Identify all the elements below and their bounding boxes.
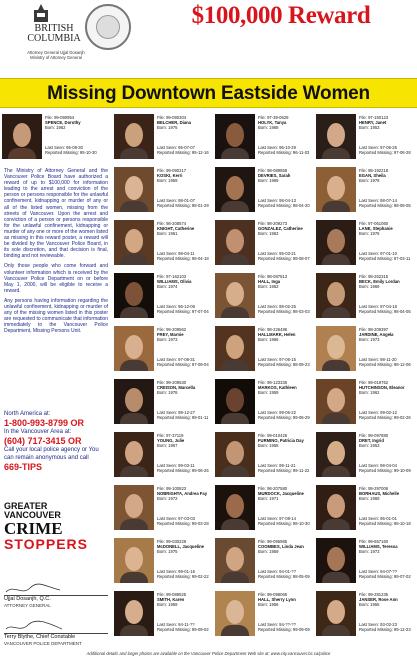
last-seen: Last Seen: 99-02-12 <box>359 410 397 415</box>
person-card <box>114 112 215 161</box>
photo <box>114 326 154 371</box>
photo <box>316 167 356 212</box>
person-info <box>157 592 214 632</box>
born: Born: 1972 <box>157 496 178 501</box>
photo <box>114 591 154 636</box>
signature-icon <box>4 582 64 596</box>
photo <box>114 167 154 212</box>
photo <box>215 432 255 477</box>
person-card <box>316 483 417 532</box>
photo <box>316 326 356 371</box>
person-card <box>316 377 417 426</box>
person-name: SMITH, Karen <box>157 597 185 602</box>
footer-note: Additional details and larger photos are available on the Vancouver Police Department Web site at: www.city.vancouver.bc.ca/police <box>86 651 331 656</box>
born: Born: 1974 <box>157 284 178 289</box>
featured-person <box>2 112 103 161</box>
photo <box>114 432 154 477</box>
born: Born: 1959 <box>157 602 178 607</box>
person-name: EGAN, Sheila <box>359 173 386 178</box>
bc-crest-icon <box>30 4 52 24</box>
last-seen: Last Seen: 97-06-25 <box>359 145 397 150</box>
photo <box>114 114 154 159</box>
agency-line: Ministry of Attorney General <box>30 55 82 60</box>
person-name: HUTCHINSON, Eleanor <box>359 385 405 390</box>
cs-greater: GREATER <box>4 501 48 511</box>
person-card <box>114 430 215 479</box>
headline: Missing Downtown Eastside Women <box>47 83 370 104</box>
file-number: File: 97-162103 <box>157 274 187 279</box>
paragraph: Only those people who come forward and volunteer information which is received by the Vancouver Police Department on or before May 1, 2000, will be eligible to receive a reward. <box>4 263 108 294</box>
reported-missing: Reported Missing: 98-09-23 <box>258 362 310 367</box>
reported-missing: Reported Missing: 97-07-04 <box>157 309 209 314</box>
born: Born: 1956 <box>258 602 279 607</box>
person-name: HOLYK, Tanya <box>258 120 287 125</box>
born: Born: 1961 <box>157 231 178 236</box>
person-info <box>157 539 214 579</box>
person-name: JANSER, Rose Ann <box>359 597 398 602</box>
photo <box>2 114 42 159</box>
person-info <box>359 327 416 367</box>
person-name: HALL, Inga <box>258 279 281 284</box>
person-name: FURMINO, Patricia Day <box>258 438 304 443</box>
last-seen: Last Seen: 98-02-25 <box>258 304 296 309</box>
reward-title: $100,000 Reward <box>191 2 371 29</box>
photo <box>215 273 255 318</box>
last-seen: Last Seen: 97-03-03 <box>157 516 195 521</box>
signer-name: Terry Blythe, Chief Constable <box>4 634 76 640</box>
person-info <box>258 327 315 367</box>
reported-missing: Reported Missing: 99-09-02 <box>157 627 209 632</box>
file-number: File: 97-150123 <box>359 115 389 120</box>
last-seen: Last Seen: 97-01-10 <box>359 251 397 256</box>
file-number: File: 98-262315 <box>359 274 389 279</box>
file-number: File: 97-061060 <box>359 221 389 226</box>
reported-missing: Reported Missing: 99-12-23 <box>359 627 411 632</box>
last-seen: Last Seen: 96-12-06 <box>157 304 195 309</box>
reported-missing: Reported Missing: 99-01-11 <box>157 415 209 420</box>
reported-missing: Reported Missing: 95-10-30 <box>45 150 97 155</box>
person-card <box>114 271 215 320</box>
file-number: File: 99-657160 <box>359 539 389 544</box>
person-card <box>215 589 316 638</box>
born: Born: 1969 <box>359 284 380 289</box>
person-name: YOUNG, Julie <box>157 438 185 443</box>
person-name: HENRY, Janet <box>359 120 387 125</box>
born: Born: 1973 <box>359 549 380 554</box>
person-info <box>258 433 315 473</box>
reported-missing: Reported Missing: 99-06-29 <box>258 415 310 420</box>
person-info <box>258 168 315 208</box>
born: Born: 1963 <box>258 231 279 236</box>
reported-missing: Reported Missing: 98-10-18 <box>359 521 411 526</box>
born: Born: 1962 <box>45 125 66 130</box>
born: Born: 1967 <box>157 443 178 448</box>
reported-missing: Reported Missing: 98-12-06 <box>359 362 411 367</box>
crime-stoppers-logo <box>4 502 108 557</box>
file-number: File: 99-090304 <box>157 115 187 120</box>
photo <box>215 114 255 159</box>
photo <box>114 538 154 583</box>
photo <box>215 167 255 212</box>
last-seen: Last Seen: 94-??-?? <box>258 622 296 627</box>
person-name: BECK, Emily Lordan <box>359 279 400 284</box>
last-seen: Last Seen: 99-11-21 <box>258 463 296 468</box>
file-number: File: 98-087813 <box>258 274 288 279</box>
reported-missing: Reported Missing: 99-11-22 <box>258 468 310 473</box>
reported-missing: Reported Missing: 98-04-05 <box>359 309 411 314</box>
born: Born: 1971 <box>258 496 279 501</box>
reported-missing: Reported Missing: 99-03-28 <box>157 521 209 526</box>
file-number: File: 99-019752 <box>359 380 389 385</box>
last-seen: Last Seen: 99-01-16 <box>157 569 195 574</box>
person-name: KNIGHT, Catherine <box>157 226 195 231</box>
born: Born: 1969 <box>258 178 279 183</box>
photo <box>114 485 154 530</box>
person-info <box>359 115 416 155</box>
last-seen: Last Seen: 95-01-01 <box>359 516 397 521</box>
file-number: File: 98-207580 <box>258 486 288 491</box>
person-name: MURDOCK, Jacqueline <box>258 491 304 496</box>
file-number: File: 99-010426 <box>258 433 288 438</box>
header <box>0 0 417 78</box>
born: Born: 1952 <box>258 284 279 289</box>
reported-missing: Reported Missing: 98-08-07 <box>258 256 310 261</box>
person-card <box>316 324 417 373</box>
reported-missing: Reported Missing: 99-06-25 <box>157 468 209 473</box>
reported-missing: Reported Missing: 98-10-30 <box>258 521 310 526</box>
signer-name: Ujjal Dosanjh, Q.C. <box>4 596 51 602</box>
person-name: McDONELL, Jacqueline <box>157 544 205 549</box>
person-info <box>359 168 416 208</box>
person-info <box>258 539 315 579</box>
left-column <box>0 112 112 660</box>
contact-info <box>4 410 108 472</box>
reported-missing: Reported Missing: 98-01-29 <box>157 203 209 208</box>
person-card <box>215 536 316 585</box>
reported-missing: Reported Missing: 98-04-18 <box>157 256 209 261</box>
photo <box>316 485 356 530</box>
person-name: WILLIAMS, Olivia <box>157 279 192 284</box>
person-card <box>114 589 215 638</box>
last-seen: Last Seen: 94-11-?? <box>157 622 195 627</box>
person-info <box>157 433 214 473</box>
born: Born: 1959 <box>258 549 279 554</box>
photo <box>215 591 255 636</box>
reported-missing: Reported Missing: 95-12-16 <box>157 150 209 155</box>
person-info <box>258 115 315 155</box>
person-info <box>45 115 102 155</box>
file-number: File: 99-100823 <box>157 486 187 491</box>
photo <box>215 220 255 265</box>
signature-chief-constable <box>4 620 108 646</box>
person-info <box>258 221 315 261</box>
last-seen: Last Seen: 93-02-23 <box>359 622 397 627</box>
born: Born: 1973 <box>157 337 178 342</box>
person-info <box>258 592 315 632</box>
born: Born: 1969 <box>359 496 380 501</box>
person-card <box>114 483 215 532</box>
last-seen: Last Seen: 99-06-22 <box>258 410 296 415</box>
person-card <box>215 271 316 320</box>
photo <box>215 485 255 530</box>
person-name: KOSKI, Kerri <box>157 173 183 178</box>
born: Born: 1976 <box>359 231 380 236</box>
person-info <box>359 274 416 314</box>
reported-missing: Reported Missing: 98-05-09 <box>258 574 310 579</box>
reward-terms <box>4 168 108 338</box>
file-number: File: 98-209273 <box>258 221 288 226</box>
person-name: DEVRIES, Sarah <box>258 173 291 178</box>
cs-stoppers: STOPPERS <box>4 536 88 552</box>
person-name: JARDINE, Angela <box>359 332 394 337</box>
file-number: File: 98-226486 <box>258 327 288 332</box>
area-phone[interactable]: (604) 717-3415 OR <box>4 436 82 446</box>
person-card <box>215 218 316 267</box>
born: Born: 1958 <box>258 443 279 448</box>
person-card <box>215 483 316 532</box>
born: Born: 1959 <box>258 390 279 395</box>
reported-missing: Reported Missing: 96-11-03 <box>258 150 310 155</box>
photo <box>316 432 356 477</box>
last-seen: Last Seen: 94-01-?? <box>258 569 296 574</box>
last-seen: Last Seen: 95-08-30 <box>45 145 83 150</box>
born: Born: 1978 <box>359 178 380 183</box>
reported-missing: Reported Missing: 97-09-04 <box>157 362 209 367</box>
file-number: File: 99-297006 <box>359 486 389 491</box>
signer-title: ATTORNEY GENERAL <box>4 603 51 608</box>
person-name: FREY, Marnie <box>157 332 184 337</box>
police-seal-icon <box>85 4 131 50</box>
person-card <box>114 218 215 267</box>
file-number: File: 99-090217 <box>157 168 187 173</box>
reported-missing: Reported Missing: 98-04-20 <box>258 203 310 208</box>
last-seen: Last Seen: 98-04-11 <box>157 251 195 256</box>
person-info <box>258 380 315 420</box>
person-card <box>215 377 316 426</box>
file-number: File: 99-098065 <box>258 592 288 597</box>
cs-vancouver: VANCOUVER <box>4 510 61 520</box>
last-seen: Last Seen: 97-04-18 <box>359 304 397 309</box>
signature-icon <box>4 620 64 634</box>
file-number: File: 99-090954 <box>45 115 75 120</box>
last-seen: Last Seen: 95-03-21 <box>258 251 296 256</box>
headline-band <box>0 78 417 108</box>
person-name: COOMBES, Linda Jean <box>258 544 304 549</box>
person-info <box>157 274 214 314</box>
last-seen: Last Seen: 97-08-14 <box>258 516 296 521</box>
file-number: File: 99-096985 <box>258 539 288 544</box>
signer-title: VANCOUVER POLICE DEPARTMENT <box>4 641 82 646</box>
photo <box>114 220 154 265</box>
person-card <box>114 536 215 585</box>
person-card <box>316 165 417 214</box>
born: Born: 1968 <box>258 125 279 130</box>
born: Born: 1955 <box>359 602 380 607</box>
last-seen: Last Seen: 97-06-15 <box>258 357 296 362</box>
area-label: In the Vancouver Area at: <box>4 429 72 435</box>
agency-line: Attorney General Ujjal Dosanjh <box>27 50 85 55</box>
reported-missing: Reported Missing: 99-09-09 <box>258 627 310 632</box>
person-card <box>215 430 316 479</box>
file-number: File: 99-281235 <box>359 592 389 597</box>
na-label: North America at: <box>4 411 51 417</box>
person-name: HALL, Sherry Lynn <box>258 597 296 602</box>
person-card <box>114 377 215 426</box>
person-info <box>359 486 416 526</box>
last-seen: Last Seen: 94-07-?? <box>359 569 397 574</box>
person-card <box>215 324 316 373</box>
born: Born: 1953 <box>359 443 380 448</box>
person-info <box>359 433 416 473</box>
file-number: File: 99-089525 <box>157 592 187 597</box>
last-seen: Last Seen: 95-07-07 <box>157 145 195 150</box>
reported-missing: Reported Missing: 99-02-26 <box>359 415 411 420</box>
person-name: HALLMARK, Helen <box>258 332 296 337</box>
person-info <box>359 380 416 420</box>
born: Born: 1975 <box>157 549 178 554</box>
person-name: CREISON, Marcella <box>157 385 196 390</box>
reported-missing: Reported Missing: 99-02-22 <box>157 574 209 579</box>
person-card <box>316 536 417 585</box>
reported-missing: Reported Missing: 99-07-02 <box>359 574 411 579</box>
photo <box>316 220 356 265</box>
signature-attorney-general <box>4 582 108 608</box>
person-card <box>316 589 417 638</box>
person-name: BORHAUS, Michelle <box>359 491 400 496</box>
person-info <box>157 380 214 420</box>
born: Born: 1959 <box>157 178 178 183</box>
person-info <box>359 539 416 579</box>
file-number: File: 97-39-0629 <box>258 115 289 120</box>
person-name: NOBRIGHTA, Andrea Fay <box>157 491 208 496</box>
person-info <box>157 327 214 367</box>
reported-missing: Reported Missing: 97-03-11 <box>359 256 411 261</box>
photo <box>114 379 154 424</box>
person-card <box>316 430 417 479</box>
file-number: File: 99-209530 <box>157 380 187 385</box>
person-card <box>114 165 215 214</box>
born: Born: 1962 <box>359 390 380 395</box>
born: Born: 1975 <box>157 125 178 130</box>
file-number: File: 99-209562 <box>157 327 187 332</box>
paragraph: Any persons having information regarding the unlawful confinement, kidnapping or murder of any of the missing women listed in this poster are requested to communicate that information immediately to the Vancouver Police Department, Missing Persons Unit. <box>4 297 108 335</box>
last-seen: Last Seen: 98-01-07 <box>157 198 195 203</box>
last-seen: Last Seen: 98-12-27 <box>157 410 195 415</box>
born: Born: 1973 <box>359 337 380 342</box>
person-name: GONZALEZ, Catherine <box>258 226 303 231</box>
tips-phone[interactable]: 669-TIPS <box>4 462 43 472</box>
na-phone[interactable]: 1-800-993-8799 OR <box>4 418 85 428</box>
reported-missing: Reported Missing: 98-08-05 <box>359 203 411 208</box>
file-number: File: 98-209397 <box>359 327 389 332</box>
person-info <box>157 115 214 155</box>
file-number: File: 97-37119 <box>157 433 184 438</box>
person-card <box>114 324 215 373</box>
file-number: File: 99-097880 <box>359 433 389 438</box>
last-seen: Last Seen: 97-08-31 <box>157 357 195 362</box>
born: Born: 1978 <box>157 390 178 395</box>
person-card <box>316 271 417 320</box>
photo <box>316 538 356 583</box>
reported-missing: Reported Missing: 97-06-28 <box>359 150 411 155</box>
reported-missing: Reported Missing: 98-03-03 <box>258 309 310 314</box>
person-name: BELCHER, Diana <box>157 120 191 125</box>
last-seen: Last Seen: 98-07-14 <box>359 198 397 203</box>
photo <box>316 591 356 636</box>
cs-crime: CRIME <box>4 519 63 538</box>
photo <box>316 114 356 159</box>
photo <box>114 273 154 318</box>
person-name: WILLIAMS, Teressa <box>359 544 398 549</box>
file-number: File: 98-208574 <box>157 221 187 226</box>
person-info <box>258 274 315 314</box>
person-info <box>157 221 214 261</box>
photo <box>215 538 255 583</box>
province-name: BRITISH COLUMBIA <box>27 23 81 44</box>
missing-women-grid <box>113 112 417 645</box>
person-card <box>316 218 417 267</box>
person-card <box>215 165 316 214</box>
reported-missing: Reported Missing: 99-10-09 <box>359 468 411 473</box>
last-seen: Last Seen: 98-04-04 <box>359 463 397 468</box>
person-name: SPENCE, Dorothy <box>45 120 81 125</box>
last-seen: Last Seen: 99-03-11 <box>157 463 195 468</box>
person-info <box>258 486 315 526</box>
person-info <box>157 486 214 526</box>
last-seen: Last Seen: 98-04-13 <box>258 198 296 203</box>
photo <box>316 273 356 318</box>
file-number: File: 99-030229 <box>157 539 187 544</box>
agency-lines <box>6 50 106 60</box>
person-card <box>215 112 316 161</box>
person-info <box>359 221 416 261</box>
photo <box>316 379 356 424</box>
born: Born: 1966 <box>258 337 279 342</box>
paragraph: The Ministry of Attorney General and the Vancouver Police Board have authorized a reward of up to $100,000 for information leading to the arrest and conviction of the person or persons responsible for the unlawful confinement, kidnapping or murder of any or all of the listed women, missing from the streets of Vancouver. Upon the arrest and conviction of a person or persons responsible for the unlawful confinement, kidnapping or murder of any one or more of the women listed as missing in this reward poster, a reward will be divided by the Vancouver Police Board, in its sole discretion, and that decision is final, binding and not reviewable. <box>4 168 108 260</box>
person-card <box>316 112 417 161</box>
file-number: File: 98-089858 <box>258 168 288 173</box>
last-seen: Last Seen: 98-11-20 <box>359 357 397 362</box>
photo <box>215 326 255 371</box>
last-seen: Last Seen: 96-10-29 <box>258 145 296 150</box>
born: Born: 1953 <box>359 125 380 130</box>
person-name: LANE, Stephanie <box>359 226 393 231</box>
photo <box>215 379 255 424</box>
person-name: DRET, Ingrid <box>359 438 384 443</box>
person-info <box>359 592 416 632</box>
file-number: File: 99-123335 <box>258 380 288 385</box>
person-name: MARKOS, Kathleen <box>258 385 297 390</box>
call-text: Call your local police agency or You can remain anonymous and call <box>4 447 99 461</box>
person-info <box>157 168 214 208</box>
file-number: File: 98-192218 <box>359 168 389 173</box>
